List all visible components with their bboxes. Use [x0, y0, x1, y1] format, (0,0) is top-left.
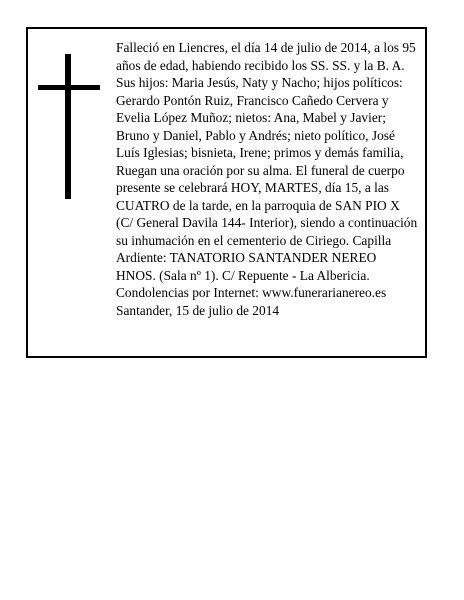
obituary-line: Ruegan una oración por su alma. El funeral de cuerpo — [116, 162, 405, 178]
obituary-line: Ardiente: TANATORIO SANTANDER NEREO — [116, 250, 377, 265]
obituary-line: presente se celebrará HOY, MARTES, día 15, a las — [116, 180, 390, 195]
obituary-line: Luís Iglesias; bisnieta, Irene; primos y demás familia, — [116, 145, 404, 160]
obituary-line: Sus hijos: Maria Jesús, Naty y Nacho; hijos políticos: — [116, 75, 403, 90]
obituary-line: (C/ General Davila 144- Interior), siendo a continuación — [116, 215, 418, 230]
obituary-text — [116, 39, 422, 319]
obituary-line: Condolencias por Internet: www.funerarianereo.es — [116, 285, 387, 300]
obituary-line: Bruno y Daniel, Pablo y Andrés; nieto político, José — [116, 127, 395, 143]
obituary-line: Falleció en Liencres, el día 14 de julio de 2014, a los 95 — [116, 40, 416, 55]
obituary-line: su inhumación en el cementerio de Ciriego. Capilla — [116, 232, 392, 248]
obituary-line: años de edad, habiendo recibido los SS. SS. y la B. A. — [116, 57, 405, 73]
obituary-line: CUATRO de la tarde, en la parroquia de SAN PIO X — [116, 197, 400, 213]
obituary-line: Santander, 15 de julio de 2014 — [116, 302, 280, 318]
latin-cross-icon — [38, 54, 100, 199]
obituary-line: Evelia López Muñoz; nietos: Ana, Mabel y Javier; — [116, 110, 386, 125]
cross-vertical-bar — [65, 54, 71, 199]
cross-horizontal-bar — [38, 85, 100, 90]
obituary-notice-frame — [26, 27, 427, 358]
obituary-line: Gerardo Pontón Ruiz, Francisco Cañedo Cervera y — [116, 92, 389, 108]
obituary-line: HNOS. (Sala nº 1). C/ Repuente - La Albericia. — [116, 267, 370, 283]
